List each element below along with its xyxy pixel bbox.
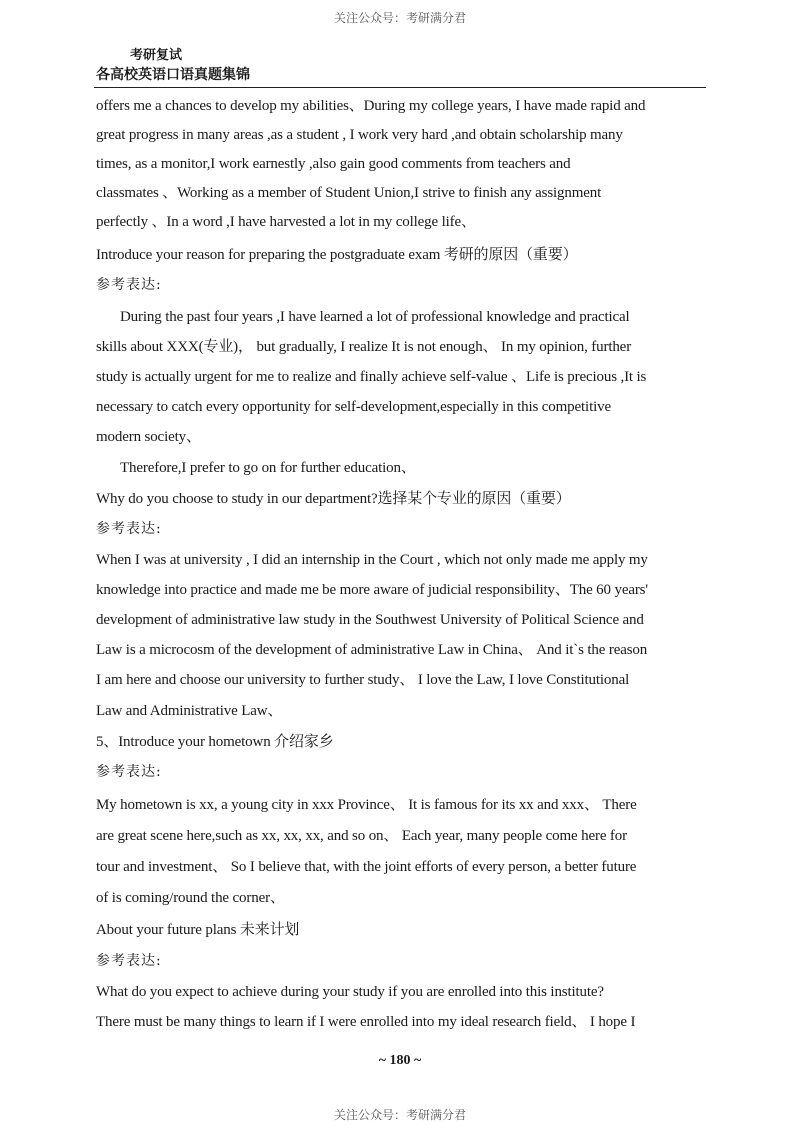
body-line: necessary to catch every opportunity for self-development,especially in this competitive — [96, 399, 611, 415]
body-line: I am here and choose our university to further study、 I love the Law, I love Constitutional — [96, 672, 630, 688]
body-line: classmates 、Working as a member of Student Union,I strive to finish any assignment — [96, 185, 602, 201]
reference-label: 参考表达: — [96, 277, 162, 293]
body-line: knowledge into practice and made me be more aware of judicial responsibility、The 60 years' — [96, 582, 648, 598]
body-line: modern society、 — [96, 429, 201, 445]
body-line: Therefore,I prefer to go on for further education、 — [120, 460, 416, 476]
reference-label: 参考表达: — [96, 521, 162, 537]
body-line: Law and Administrative Law、 — [96, 703, 283, 719]
section-heading: About your future plans 未来计划 — [96, 922, 300, 938]
body-line: What do you expect to achieve during your study if you are enrolled into this institute? — [96, 984, 604, 1000]
header-divider — [94, 87, 706, 88]
body-line: When I was at university , I did an internship in the Court , which not only made me apply my — [96, 552, 648, 568]
body-line: development of administrative law study in the Southwest University of Political Science and — [96, 612, 644, 628]
body-line: study is actually urgent for me to realize and finally achieve self-value 、Life is precious ,It is — [96, 369, 647, 385]
section-heading: Why do you choose to study in our department?选择某个专业的原因（重要） — [96, 491, 571, 507]
body-line: are great scene here,such as xx, xx, xx, and so on、 Each year, many people come here for — [96, 828, 627, 844]
body-line: tour and investment、 So I believe that, with the joint efforts of every person, a better future — [96, 859, 637, 875]
reference-label: 参考表达: — [96, 764, 162, 780]
header-title: 考研复试 — [130, 48, 183, 63]
body-line: There must be many things to learn if I were enrolled into my ideal research field、 I hope I — [96, 1014, 636, 1030]
body-line: offers me a chances to develop my abilities、During my college years, I have made rapid and — [96, 98, 646, 114]
body-line: perfectly 、In a word ,I have harvested a lot in my college life、 — [96, 214, 476, 230]
body-line: of is coming/round the corner、 — [96, 890, 285, 906]
body-line: Law is a microcosm of the development of administrative Law in China、 And it`s the reason — [96, 642, 648, 658]
body-line: During the past four years ,I have learned a lot of professional knowledge and practical — [120, 309, 630, 325]
header-subtitle: 各高校英语口语真题集锦 — [96, 67, 250, 83]
body-line: great progress in many areas ,as a student , I work very hard ,and obtain scholarship many — [96, 127, 623, 143]
page-number: ~ 180 ~ — [378, 1053, 422, 1068]
section-heading: Introduce your reason for preparing the postgraduate exam 考研的原因（重要） — [96, 247, 578, 263]
section-heading: 5、Introduce your hometown 介绍家乡 — [96, 734, 334, 750]
body-line: My hometown is xx, a young city in xxx Province、 It is famous for its xx and xxx、 There — [96, 797, 637, 813]
reference-label: 参考表达: — [96, 953, 162, 969]
body-line: skills about XXX(专业)， but gradually, I realize It is not enough、 In my opinion, further — [96, 339, 632, 355]
top-watermark: 关注公众号：考研满分君 — [333, 11, 466, 25]
body-line: times, as a monitor,I work earnestly ,also gain good comments from teachers and — [96, 156, 571, 172]
bottom-watermark: 关注公众号：考研满分君 — [333, 1108, 466, 1122]
